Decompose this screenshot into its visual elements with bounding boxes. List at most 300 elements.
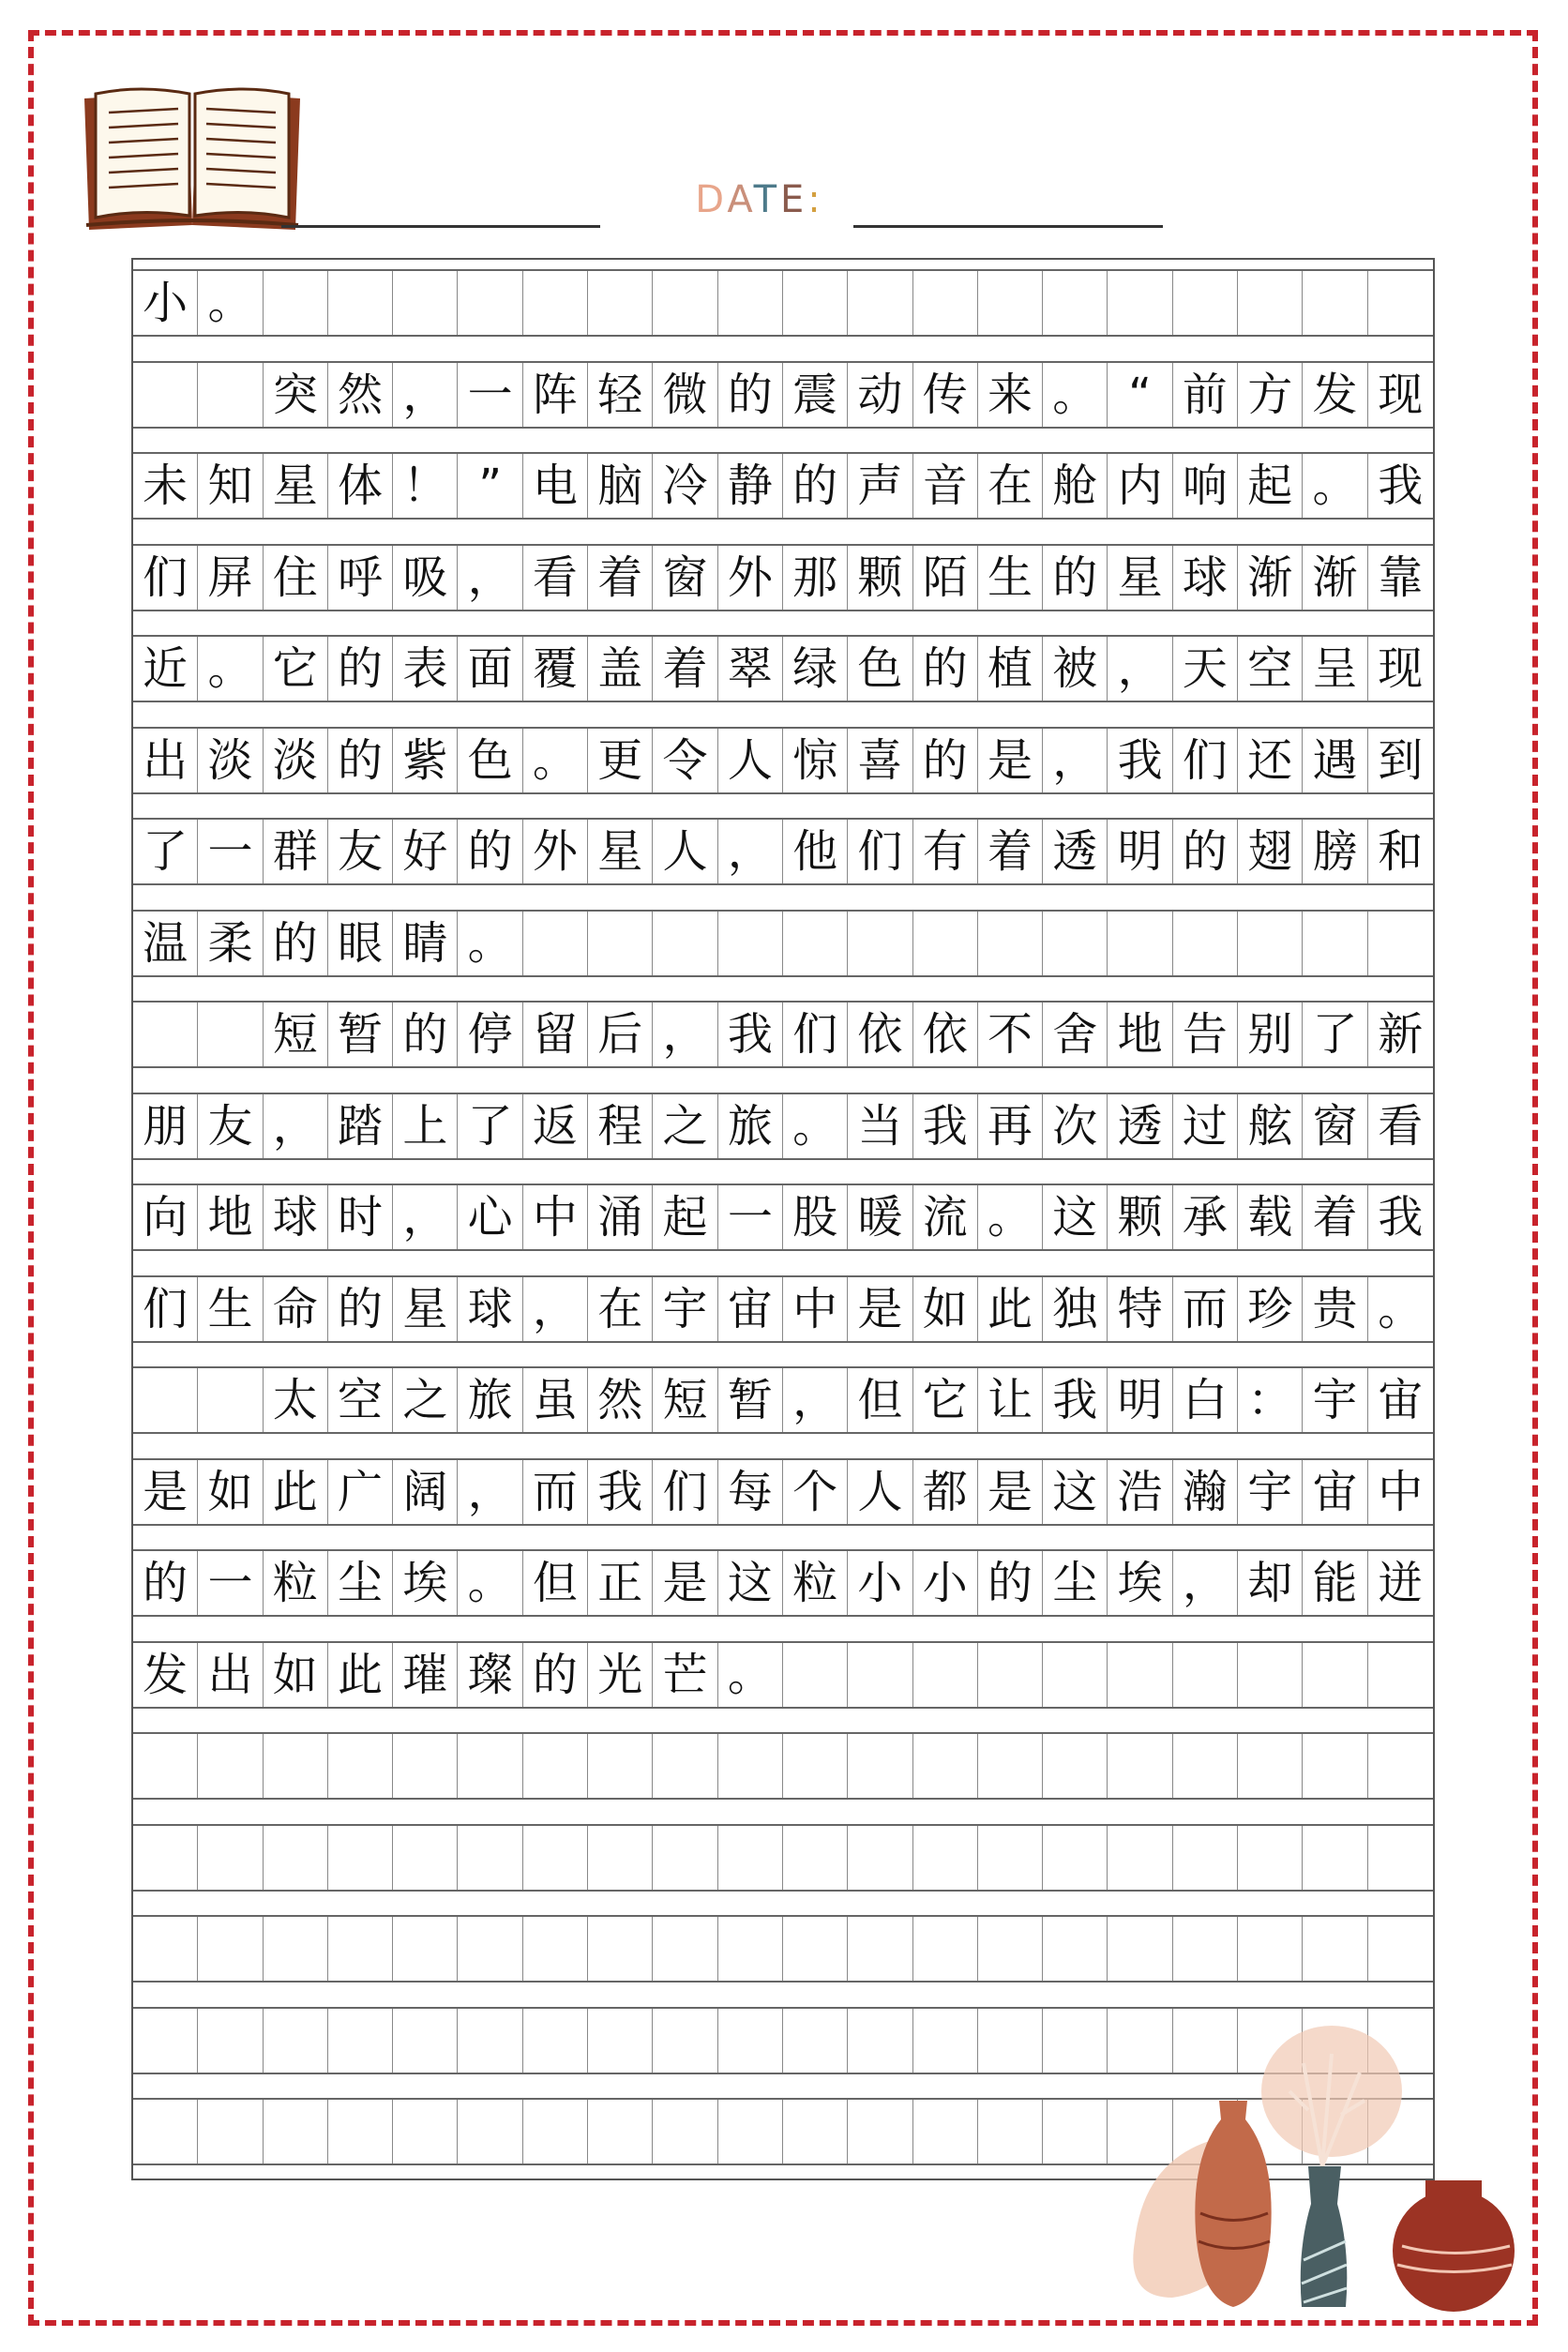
grid-cell: 粒 (264, 1551, 328, 1615)
grid-cell: 之 (653, 1094, 717, 1158)
grid-cell: 旅 (718, 1094, 783, 1158)
grid-cell (848, 1734, 912, 1798)
grid-cell: 呈 (1303, 637, 1367, 701)
grid-cell: 浩 (1108, 1460, 1172, 1524)
grid-cell (1043, 1826, 1108, 1890)
grid-cell: 突 (264, 363, 328, 427)
grid-cell: 脑 (588, 454, 653, 518)
grid-cell (1368, 912, 1433, 975)
grid-cell (133, 2009, 198, 2073)
grid-cell: 的 (393, 1003, 458, 1066)
grid-row (133, 1366, 1433, 1434)
grid-cell (1368, 1734, 1433, 1798)
grid-row (133, 1458, 1433, 1526)
grid-cell: 一 (198, 1551, 263, 1615)
grid-cell: 靠 (1378, 550, 1424, 604)
grid-row (133, 1001, 1433, 1068)
grid-cell: 星 (264, 454, 328, 518)
grid-cell (783, 1917, 848, 1981)
grid-cell: 绿 (783, 637, 848, 701)
grid-cell: 承 (1173, 1185, 1238, 1249)
grid-cell: 着 (1303, 1185, 1367, 1249)
grid-cell: 们 (133, 1277, 198, 1341)
grid-cell (458, 1734, 522, 1798)
grid-cell (848, 1826, 912, 1890)
grid-cell (198, 1003, 263, 1066)
grid-cell: 尘 (328, 1551, 393, 1615)
grid-cell: 。 (198, 271, 263, 335)
grid-cell: 。 (1378, 1282, 1424, 1335)
grid-cell (783, 271, 848, 335)
grid-cell: 的 (458, 820, 522, 883)
grid-row (133, 1915, 1433, 1983)
grid-cell (978, 2009, 1043, 2073)
grid-cell: 心 (458, 1185, 522, 1249)
grid-cell: 一 (718, 1185, 783, 1249)
grid-cell: 现 (1378, 368, 1424, 421)
grid-cell: 舷 (1238, 1094, 1303, 1158)
grid-cell: 我 (718, 1003, 783, 1066)
grid-cell: 表 (393, 637, 458, 701)
date-line-left (281, 225, 600, 228)
grid-cell (393, 2009, 458, 2073)
grid-cell: 这 (1043, 1185, 1108, 1249)
grid-cell: 们 (653, 1460, 717, 1524)
grid-cell (328, 1826, 393, 1890)
grid-cell: 舱 (1043, 454, 1108, 518)
grid-cell (588, 2100, 653, 2164)
grid-cell: 中 (523, 1185, 588, 1249)
grid-cell: 小 (848, 1551, 912, 1615)
grid-cell: 。 (523, 729, 588, 792)
grid-cell: 近 (133, 637, 198, 701)
grid-cell (913, 912, 978, 975)
grid-cell: 还 (1238, 729, 1303, 792)
grid-cell (393, 1826, 458, 1890)
grid-cell: 宇 (1303, 1368, 1367, 1432)
grid-cell: 人 (653, 820, 717, 883)
grid-cell (978, 1643, 1043, 1707)
grid-cell (458, 271, 522, 335)
grid-cell: ， (393, 1185, 458, 1249)
grid-cell: 知 (198, 454, 263, 518)
grid-cell: 埃 (1108, 1551, 1172, 1615)
grid-cell (913, 1826, 978, 1890)
grid-cell: 在 (588, 1277, 653, 1341)
grid-cell (1303, 271, 1367, 335)
grid-cell (1238, 1917, 1303, 1981)
grid-cell: 的 (913, 637, 978, 701)
grid-row (133, 1093, 1433, 1160)
grid-cell: “ (1108, 363, 1172, 427)
grid-cell (393, 1917, 458, 1981)
grid-cell: 轻 (588, 363, 653, 427)
grid-cell: 后 (588, 1003, 653, 1066)
grid-cell: 着 (588, 546, 653, 610)
grid-cell (978, 271, 1043, 335)
grid-cell (913, 1734, 978, 1798)
grid-cell: 依 (913, 1003, 978, 1066)
grid-cell (264, 1734, 328, 1798)
grid-cell: 能 (1303, 1551, 1367, 1615)
grid-cell (1108, 271, 1172, 335)
grid-cell: 天 (1173, 637, 1238, 701)
grid-cell (588, 1734, 653, 1798)
grid-cell: 它 (913, 1368, 978, 1432)
grid-cell: 窗 (653, 546, 717, 610)
grid-cell (718, 1826, 783, 1890)
grid-cell: 我 (1108, 729, 1172, 792)
grid-cell: 时 (328, 1185, 393, 1249)
grid-cell: 色 (848, 637, 912, 701)
grid-cell (1108, 1734, 1172, 1798)
grid-cell (1043, 1734, 1108, 1798)
grid-cell: 程 (588, 1094, 653, 1158)
grid-cell: 淡 (198, 729, 263, 792)
grid-cell (1043, 1643, 1108, 1707)
grid-cell: 宇 (653, 1277, 717, 1341)
grid-cell: 翠 (718, 637, 783, 701)
grid-cell: 动 (848, 363, 912, 427)
grid-cell (328, 1734, 393, 1798)
grid-cell: 声 (848, 454, 912, 518)
grid-cell: 是 (653, 1551, 717, 1615)
grid-cell (653, 2100, 717, 2164)
grid-row (133, 910, 1433, 977)
grid-cell (1108, 1917, 1172, 1981)
grid-cell: 陌 (913, 546, 978, 610)
grid-cell (718, 2009, 783, 2073)
grid-cell (1173, 912, 1238, 975)
grid-cell (523, 1734, 588, 1798)
grid-cell: 短 (653, 1368, 717, 1432)
grid-cell: 个 (783, 1460, 848, 1524)
grid-cell (1303, 1826, 1367, 1890)
grid-cell: 翅 (1238, 820, 1303, 883)
grid-cell: 透 (1108, 1094, 1172, 1158)
grid-cell: 微 (653, 363, 717, 427)
grid-cell: ， (718, 820, 783, 883)
grid-cell: 如 (913, 1277, 978, 1341)
grid-cell: 生 (198, 1277, 263, 1341)
grid-row (133, 727, 1433, 794)
grid-cell: 喜 (848, 729, 912, 792)
grid-cell: 却 (1238, 1551, 1303, 1615)
grid-row (133, 452, 1433, 520)
grid-cell: 球 (264, 1185, 328, 1249)
grid-cell: 们 (848, 820, 912, 883)
grid-cell (588, 271, 653, 335)
grid-cell (1303, 1643, 1367, 1707)
grid-cell: 暂 (328, 1003, 393, 1066)
grid-cell (1173, 1734, 1238, 1798)
grid-cell (523, 2100, 588, 2164)
grid-cell (718, 271, 783, 335)
grid-cell (523, 2009, 588, 2073)
grid-cell: 紫 (393, 729, 458, 792)
grid-cell: 都 (913, 1460, 978, 1524)
open-book-icon (75, 75, 309, 234)
grid-cell (133, 1003, 198, 1066)
grid-cell: 友 (198, 1094, 263, 1158)
grid-cell (718, 912, 783, 975)
grid-cell: 空 (328, 1368, 393, 1432)
grid-cell: 的 (1173, 820, 1238, 883)
grid-cell (1303, 1917, 1367, 1981)
grid-cell: 的 (328, 637, 393, 701)
grid-cell: 白 (1173, 1368, 1238, 1432)
grid-cell: ， (458, 546, 522, 610)
grid-cell: 此 (978, 1277, 1043, 1341)
grid-cell: 每 (718, 1460, 783, 1524)
grid-cell: 球 (458, 1277, 522, 1341)
grid-row (133, 1275, 1433, 1343)
grid-cell (653, 912, 717, 975)
grid-cell: 此 (328, 1643, 393, 1707)
grid-cell: 好 (393, 820, 458, 883)
grid-row (133, 1549, 1433, 1617)
grid-cell: 过 (1173, 1094, 1238, 1158)
grid-cell (653, 2009, 717, 2073)
grid-cell: 群 (264, 820, 328, 883)
grid-cell: 人 (848, 1460, 912, 1524)
grid-cell: 让 (978, 1368, 1043, 1432)
date-label: DATE: (695, 178, 824, 221)
grid-cell: 再 (978, 1094, 1043, 1158)
grid-cell: 舍 (1043, 1003, 1108, 1066)
grid-cell: 宙 (1303, 1460, 1367, 1524)
grid-cell (978, 2100, 1043, 2164)
grid-cell: 的 (978, 1551, 1043, 1615)
grid-cell: 了 (133, 820, 198, 883)
grid-cell: 星 (393, 1277, 458, 1341)
grid-cell (653, 1734, 717, 1798)
grid-cell (1368, 1826, 1433, 1890)
grid-cell: 留 (523, 1003, 588, 1066)
grid-cell: 内 (1108, 454, 1172, 518)
grid-cell: ， (653, 1003, 717, 1066)
grid-cell: 出 (133, 729, 198, 792)
grid-cell: ！ (393, 454, 458, 518)
grid-cell: 而 (1173, 1277, 1238, 1341)
grid-cell: 贵 (1303, 1277, 1367, 1341)
grid-cell: ， (458, 1460, 522, 1524)
grid-cell: 而 (523, 1460, 588, 1524)
grid-cell (1043, 1917, 1108, 1981)
grid-cell (198, 1734, 263, 1798)
grid-cell: 震 (783, 363, 848, 427)
grid-cell: 空 (1238, 637, 1303, 701)
grid-cell (718, 1917, 783, 1981)
grid-row (133, 818, 1433, 885)
grid-cell: 光 (588, 1643, 653, 1707)
grid-cell: 吸 (393, 546, 458, 610)
grid-cell: 宙 (1378, 1374, 1424, 1426)
grid-cell: 冷 (653, 454, 717, 518)
grid-cell: 中 (1378, 1465, 1424, 1518)
grid-cell: 和 (1378, 825, 1424, 878)
grid-cell (198, 1368, 263, 1432)
grid-cell (783, 1734, 848, 1798)
grid-cell (848, 271, 912, 335)
grid-row (133, 269, 1433, 337)
grid-cell: 停 (458, 1003, 522, 1066)
grid-cell (328, 2100, 393, 2164)
grid-cell (393, 2100, 458, 2164)
grid-cell (653, 1917, 717, 1981)
grid-cell: 渐 (1238, 546, 1303, 610)
grid-cell (1238, 1734, 1303, 1798)
grid-cell: 正 (588, 1551, 653, 1615)
grid-cell: 球 (1173, 546, 1238, 610)
grid-cell: 是 (978, 1460, 1043, 1524)
grid-cell: 这 (1043, 1460, 1108, 1524)
grid-cell (1238, 271, 1303, 335)
grid-cell: 地 (1108, 1003, 1172, 1066)
grid-cell: 如 (264, 1643, 328, 1707)
grid-cell: 更 (588, 729, 653, 792)
grid-row (133, 361, 1433, 429)
grid-cell (523, 912, 588, 975)
grid-cell: 友 (328, 820, 393, 883)
grid-cell (264, 271, 328, 335)
grid-cell: 柔 (198, 912, 263, 975)
grid-cell: 此 (264, 1460, 328, 1524)
grid-cell (718, 1734, 783, 1798)
grid-cell (588, 912, 653, 975)
grid-cell (1043, 2100, 1108, 2164)
grid-cell (264, 2100, 328, 2164)
grid-cell (588, 1826, 653, 1890)
grid-cell: 。 (1043, 363, 1108, 427)
grid-cell (978, 1734, 1043, 1798)
grid-cell: 来 (978, 363, 1043, 427)
grid-cell: 璀 (393, 1643, 458, 1707)
grid-cell: 粒 (783, 1551, 848, 1615)
grid-cell (198, 2009, 263, 2073)
grid-cell: 广 (328, 1460, 393, 1524)
grid-cell (588, 2009, 653, 2073)
grid-cell: 的 (913, 729, 978, 792)
grid-cell: 响 (1173, 454, 1238, 518)
grid-cell: 眼 (328, 912, 393, 975)
grid-cell (913, 2009, 978, 2073)
grid-cell: 们 (1173, 729, 1238, 792)
grid-cell (1238, 1643, 1303, 1707)
grid-cell: 依 (848, 1003, 912, 1066)
grid-cell (264, 2009, 328, 2073)
grid-cell: 我 (913, 1094, 978, 1158)
grid-cell (1173, 1917, 1238, 1981)
grid-cell (913, 1917, 978, 1981)
grid-cell: 璨 (458, 1643, 522, 1707)
grid-cell: 的 (1043, 546, 1108, 610)
grid-cell: 外 (718, 546, 783, 610)
grid-cell (1173, 1826, 1238, 1890)
grid-cell (393, 1734, 458, 1798)
grid-cell: 是 (978, 729, 1043, 792)
grid-cell (198, 2100, 263, 2164)
grid-cell: 令 (653, 729, 717, 792)
grid-cell: 中 (783, 1277, 848, 1341)
grid-cell: 生 (978, 546, 1043, 610)
grid-cell: 植 (978, 637, 1043, 701)
grid-cell: 起 (1238, 454, 1303, 518)
grid-cell: 们 (783, 1003, 848, 1066)
grid-cell: 它 (264, 637, 328, 701)
grid-cell: 载 (1238, 1185, 1303, 1249)
grid-cell: 透 (1043, 820, 1108, 883)
grid-cell: 了 (458, 1094, 522, 1158)
grid-cell: 颗 (848, 546, 912, 610)
grid-cell: 们 (133, 546, 198, 610)
grid-cell: 上 (393, 1094, 458, 1158)
grid-cell: 有 (913, 820, 978, 883)
grid-cell: 惊 (783, 729, 848, 792)
grid-cell (523, 1826, 588, 1890)
grid-cell: 发 (133, 1643, 198, 1707)
grid-cell: 然 (328, 363, 393, 427)
grid-cell: 电 (523, 454, 588, 518)
grid-cell: 股 (783, 1185, 848, 1249)
grid-cell: 特 (1108, 1277, 1172, 1341)
grid-cell: 着 (653, 637, 717, 701)
grid-cell (328, 2009, 393, 2073)
grid-cell: 之 (393, 1368, 458, 1432)
grid-cell: 盖 (588, 637, 653, 701)
grid-cell: 埃 (393, 1551, 458, 1615)
grid-cell: 但 (848, 1368, 912, 1432)
pottery-vases-illustration (1116, 2026, 1529, 2316)
date-header (281, 178, 1172, 234)
grid-cell: 虽 (523, 1368, 588, 1432)
grid-cell: 告 (1173, 1003, 1238, 1066)
grid-cell (1108, 1643, 1172, 1707)
grid-cell: 踏 (328, 1094, 393, 1158)
grid-cell: 看 (523, 546, 588, 610)
grid-cell: 。 (198, 637, 263, 701)
grid-cell: 方 (1238, 363, 1303, 427)
grid-cell (848, 2100, 912, 2164)
grid-cell: 小 (913, 1551, 978, 1615)
grid-cell: 不 (978, 1003, 1043, 1066)
grid-cell (588, 1917, 653, 1981)
grid-cell: 命 (264, 1277, 328, 1341)
grid-cell: 次 (1043, 1094, 1108, 1158)
grid-cell: 的 (783, 454, 848, 518)
grid-cell: 星 (1108, 546, 1172, 610)
grid-cell (198, 363, 263, 427)
grid-cell: 阵 (523, 363, 588, 427)
grid-cell: 的 (718, 363, 783, 427)
grid-cell (1173, 1643, 1238, 1707)
grid-cell: 睛 (393, 912, 458, 975)
grid-cell: 珍 (1238, 1277, 1303, 1341)
grid-cell: 一 (458, 363, 522, 427)
grid-cell (458, 1917, 522, 1981)
grid-row (133, 1641, 1433, 1709)
grid-cell (133, 1734, 198, 1798)
grid-cell: 我 (588, 1460, 653, 1524)
grid-cell (913, 271, 978, 335)
grid-cell: ， (1108, 637, 1172, 701)
grid-cell: 向 (133, 1185, 198, 1249)
grid-cell (848, 1643, 912, 1707)
grid-cell: 看 (1378, 1099, 1424, 1153)
grid-cell (718, 2100, 783, 2164)
grid-cell: 颗 (1108, 1185, 1172, 1249)
grid-cell: 音 (913, 454, 978, 518)
